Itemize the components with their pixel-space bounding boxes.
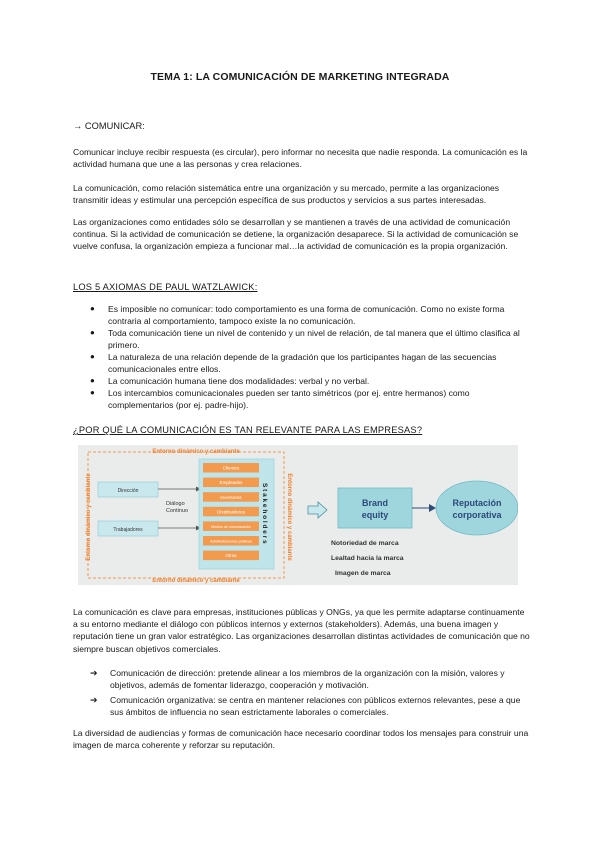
list-item <box>73 667 533 691</box>
stakeholder-label: Empleados <box>219 480 243 486</box>
communication-diagram <box>78 445 518 585</box>
brand-item: Imagen de marca <box>335 570 391 577</box>
section-comunicar-heading: → COMUNICAR: <box>73 121 145 131</box>
dialogo-label-1: Diálogo <box>166 501 185 507</box>
list-item <box>73 351 533 375</box>
stakeholder-label: Distribuidores <box>216 509 246 515</box>
page-title: TEMA 1: LA COMUNICACIÓN DE MARKETING INTEGRADA <box>150 71 450 83</box>
stakeholder-label: Medios de comunicación <box>211 525 251 529</box>
axiom-text: Los intercambios comunicacionales pueden ser tanto simétricos (por ej. entre hermanos) como complementarios (por ej. padre-hijo). <box>108 388 470 410</box>
bullet-icon: ● <box>90 388 95 397</box>
axioms-heading: LOS 5 AXIOMAS DE PAUL WATZLAWICK: <box>73 282 258 292</box>
axiom-text: La comunicación humana tiene dos modalidades: verbal y no verbal. <box>108 376 370 386</box>
brand-item: Notoriedad de marca <box>331 540 399 547</box>
bullet-icon: ● <box>90 352 95 361</box>
brand-equity-label-1: Brand <box>361 498 389 508</box>
axiom-text: Toda comunicación tiene un nivel de contenido y un nivel de relación, de tal manera que el último clasifica al primero. <box>108 328 520 350</box>
paragraph-2: La comunicación, como relación sistemática entre una organización y su mercado, permite a las organizaciones transmitir ideas y estimular una percepción específica de sus productos y servicios a sus partes interesadas. <box>73 183 500 206</box>
stakeholders-label: Stakeholders <box>261 483 268 546</box>
bullet-icon: ● <box>90 328 95 337</box>
reputacion-label-1: Reputación <box>452 498 502 508</box>
comm-type-text: Comunicación organizativa: se centra en mantener relaciones con públicos externos relevantes, pese a que sus ámbitos de influencia no sean estrictamente laborales o comerciales. <box>110 695 521 717</box>
axiom-text: La naturaleza de una relación depende de la gradación que los participantes hagan de las secuencias comunicacionales entre ellos. <box>108 352 497 374</box>
communication-types-list <box>73 667 533 721</box>
stakeholder-label: Inversores <box>220 494 242 500</box>
entorno-top-label: Entorno dinámico y cambiante <box>152 449 240 455</box>
bullet-icon: ● <box>90 304 95 313</box>
reputacion-shape <box>436 481 518 535</box>
connector-arrowhead <box>429 504 436 512</box>
entorno-bottom-label: Entorno dinámico y cambiante <box>152 578 240 584</box>
stakeholder-label: Otros <box>225 553 237 559</box>
direccion-label: Dirección <box>117 488 139 494</box>
arrow-icon: ➔ <box>90 695 98 705</box>
flow-arrow <box>308 502 327 518</box>
list-item <box>73 694 533 718</box>
stakeholder-label: Clientes <box>222 465 240 471</box>
paragraph-4: La comunicación es clave para empresas, instituciones públicas y ONGs, ya que les permite adaptarse continuamente a su entorno mediante el diálogo con públicos internos y externos (stakeholders). Además, una buena imagen y reputación tiene un gran valor estratégico. Las organizaciones desarrollan distintas actividades de comunicación que no siempre buscan objetivos comerciales. <box>73 607 530 654</box>
entorno-left-label: Entorno dinámico y cambiante <box>86 473 92 561</box>
brand-equity-label-2: equity <box>361 510 389 520</box>
reputacion-label-2: corporativa <box>452 510 502 520</box>
relevance-heading: ¿POR QUÉ LA COMUNICACIÓN ES TAN RELEVANTE PARA LAS EMPRESAS? <box>73 425 423 435</box>
comm-type-text: Comunicación de dirección: pretende alinear a los miembros de la organización con la misión, valores y objetivos, además de fomentar liderazgo, cooperación y motivación. <box>110 668 505 690</box>
list-item <box>73 303 533 327</box>
entorno-right-label: Entorno dinámico y cambiante <box>286 473 292 561</box>
axiom-text: Es imposible no comunicar: todo comportamiento es una forma de comunicación. Como no existe forma contraria al comportamiento, tampoco existe la no comunicación. <box>108 304 505 326</box>
list-item <box>73 387 533 411</box>
paragraph-1: Comunicar incluye recibir respuesta (es circular), pero informar no necesita que nadie responda. La comunicación es la actividad humana que une a las personas y crea relaciones. <box>73 147 528 170</box>
bullet-icon: ● <box>90 376 95 385</box>
axioms-list <box>73 303 533 411</box>
stakeholder-label: Administraciones públicas <box>210 539 252 544</box>
arrow-icon: ➔ <box>90 668 98 678</box>
trabajadores-label: Trabajadores <box>113 527 143 533</box>
paragraph-3: Las organizaciones como entidades sólo se desarrollan y se mantienen a través de una actividad de comunicación continua. Si la actividad de comunicación se detiene, la organización desaparece. Si la actividad de comunicación se vuelve confusa, la organización empieza a funcionar mal…la actividad de comunicación es la propia organización. <box>73 217 519 252</box>
paragraph-5: La diversidad de audiencias y formas de comunicación hace necesario coordinar todos los mensajes para construir una imagen de marca coherente y reforzar su reputación. <box>73 728 529 751</box>
brand-item: Lealtad hacia la marca <box>331 555 404 562</box>
list-item <box>73 375 533 387</box>
dialogo-label-2: Continuo <box>166 508 189 514</box>
brand-equity-box <box>338 488 412 528</box>
list-item <box>73 327 533 351</box>
